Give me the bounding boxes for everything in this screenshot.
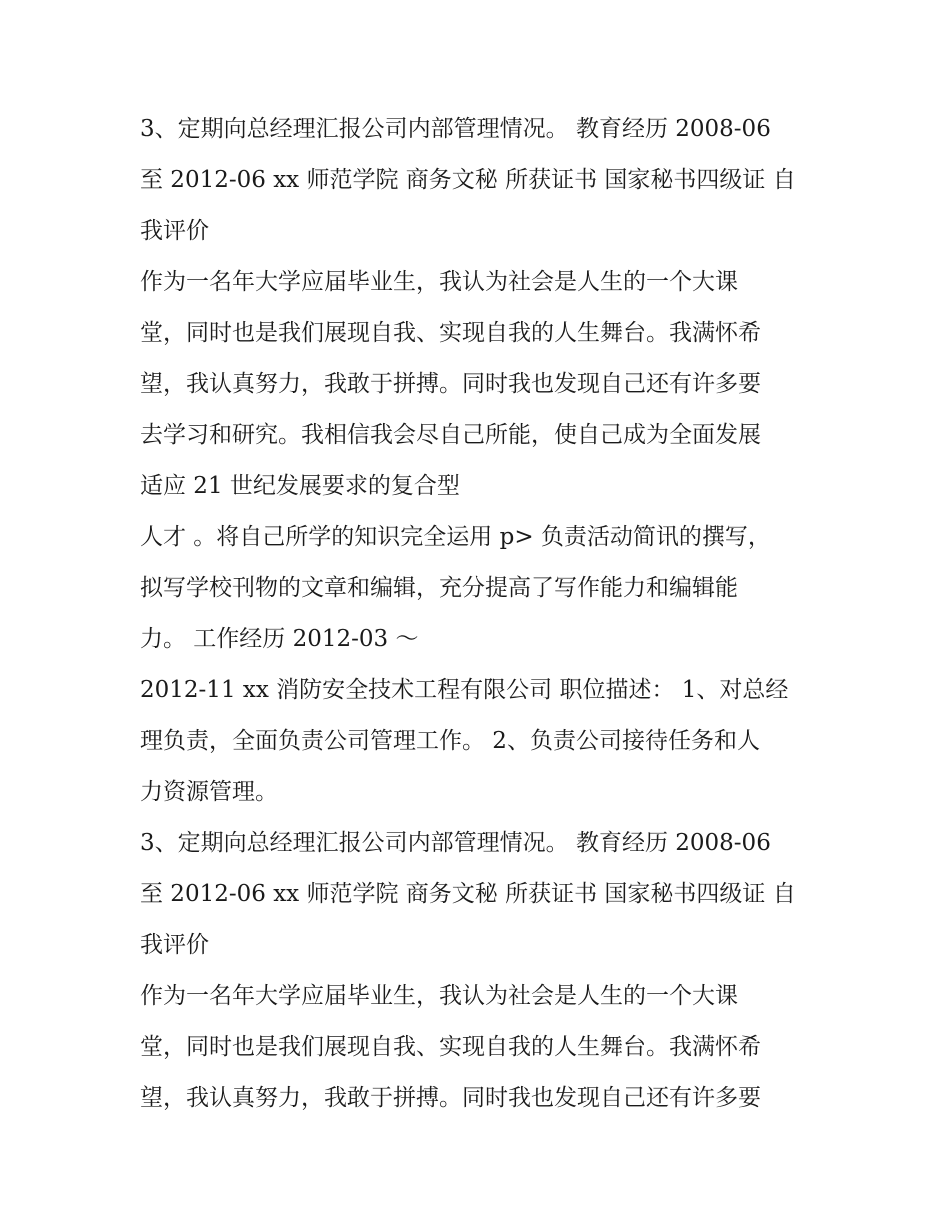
text-line: 3、定期向总经理汇报公司内部管理情况。 教育经历 2008-06 <box>140 116 771 142</box>
text-line: 力。 工作经历 2012-03 ～ <box>140 626 419 652</box>
text-line: 堂，同时也是我们展现自我、实现自我的人生舞台。我满怀希 <box>140 1034 761 1060</box>
text-line: 作为一名年大学应届毕业生，我认为社会是人生的一个大课 <box>140 983 738 1009</box>
text-line: 3、定期向总经理汇报公司内部管理情况。 教育经历 2008-06 <box>140 830 771 856</box>
text-line: 至 2012-06 xx 师范学院 商务文秘 所获证书 国家秘书四级证 自 <box>140 167 796 193</box>
text-line: 至 2012-06 xx 师范学院 商务文秘 所获证书 国家秘书四级证 自 <box>140 881 796 907</box>
text-line: 望，我认真努力，我敢于拼搏。同时我也发现自己还有许多要 <box>140 1085 761 1111</box>
text-line: 望，我认真努力，我敢于拼搏。同时我也发现自己还有许多要 <box>140 371 761 397</box>
text-line: 作为一名年大学应届毕业生，我认为社会是人生的一个大课 <box>140 269 738 295</box>
text-line: 堂，同时也是我们展现自我、实现自我的人生舞台。我满怀希 <box>140 320 761 346</box>
text-line: 适应 21 世纪发展要求的复合型 <box>140 473 460 499</box>
text-line: 理负责，全面负责公司管理工作。 2、负责公司接待任务和人 <box>140 728 760 754</box>
text-line: 2012-11 xx 消防安全技术工程有限公司 职位描述： 1、对总经 <box>140 677 789 703</box>
text-line: 力资源管理。 <box>140 779 278 805</box>
text-line: 拟写学校刊物的文章和编辑，充分提高了写作能力和编辑能 <box>140 575 738 601</box>
text-line: 人才 。将自己所学的知识完全运用 p> 负责活动简讯的撰写， <box>140 524 771 550</box>
text-line: 我评价 <box>140 932 209 958</box>
document-body <box>140 104 820 1124</box>
text-line: 去学习和研究。我相信我会尽自己所能，使自己成为全面发展 <box>140 422 761 448</box>
text-line: 我评价 <box>140 218 209 244</box>
